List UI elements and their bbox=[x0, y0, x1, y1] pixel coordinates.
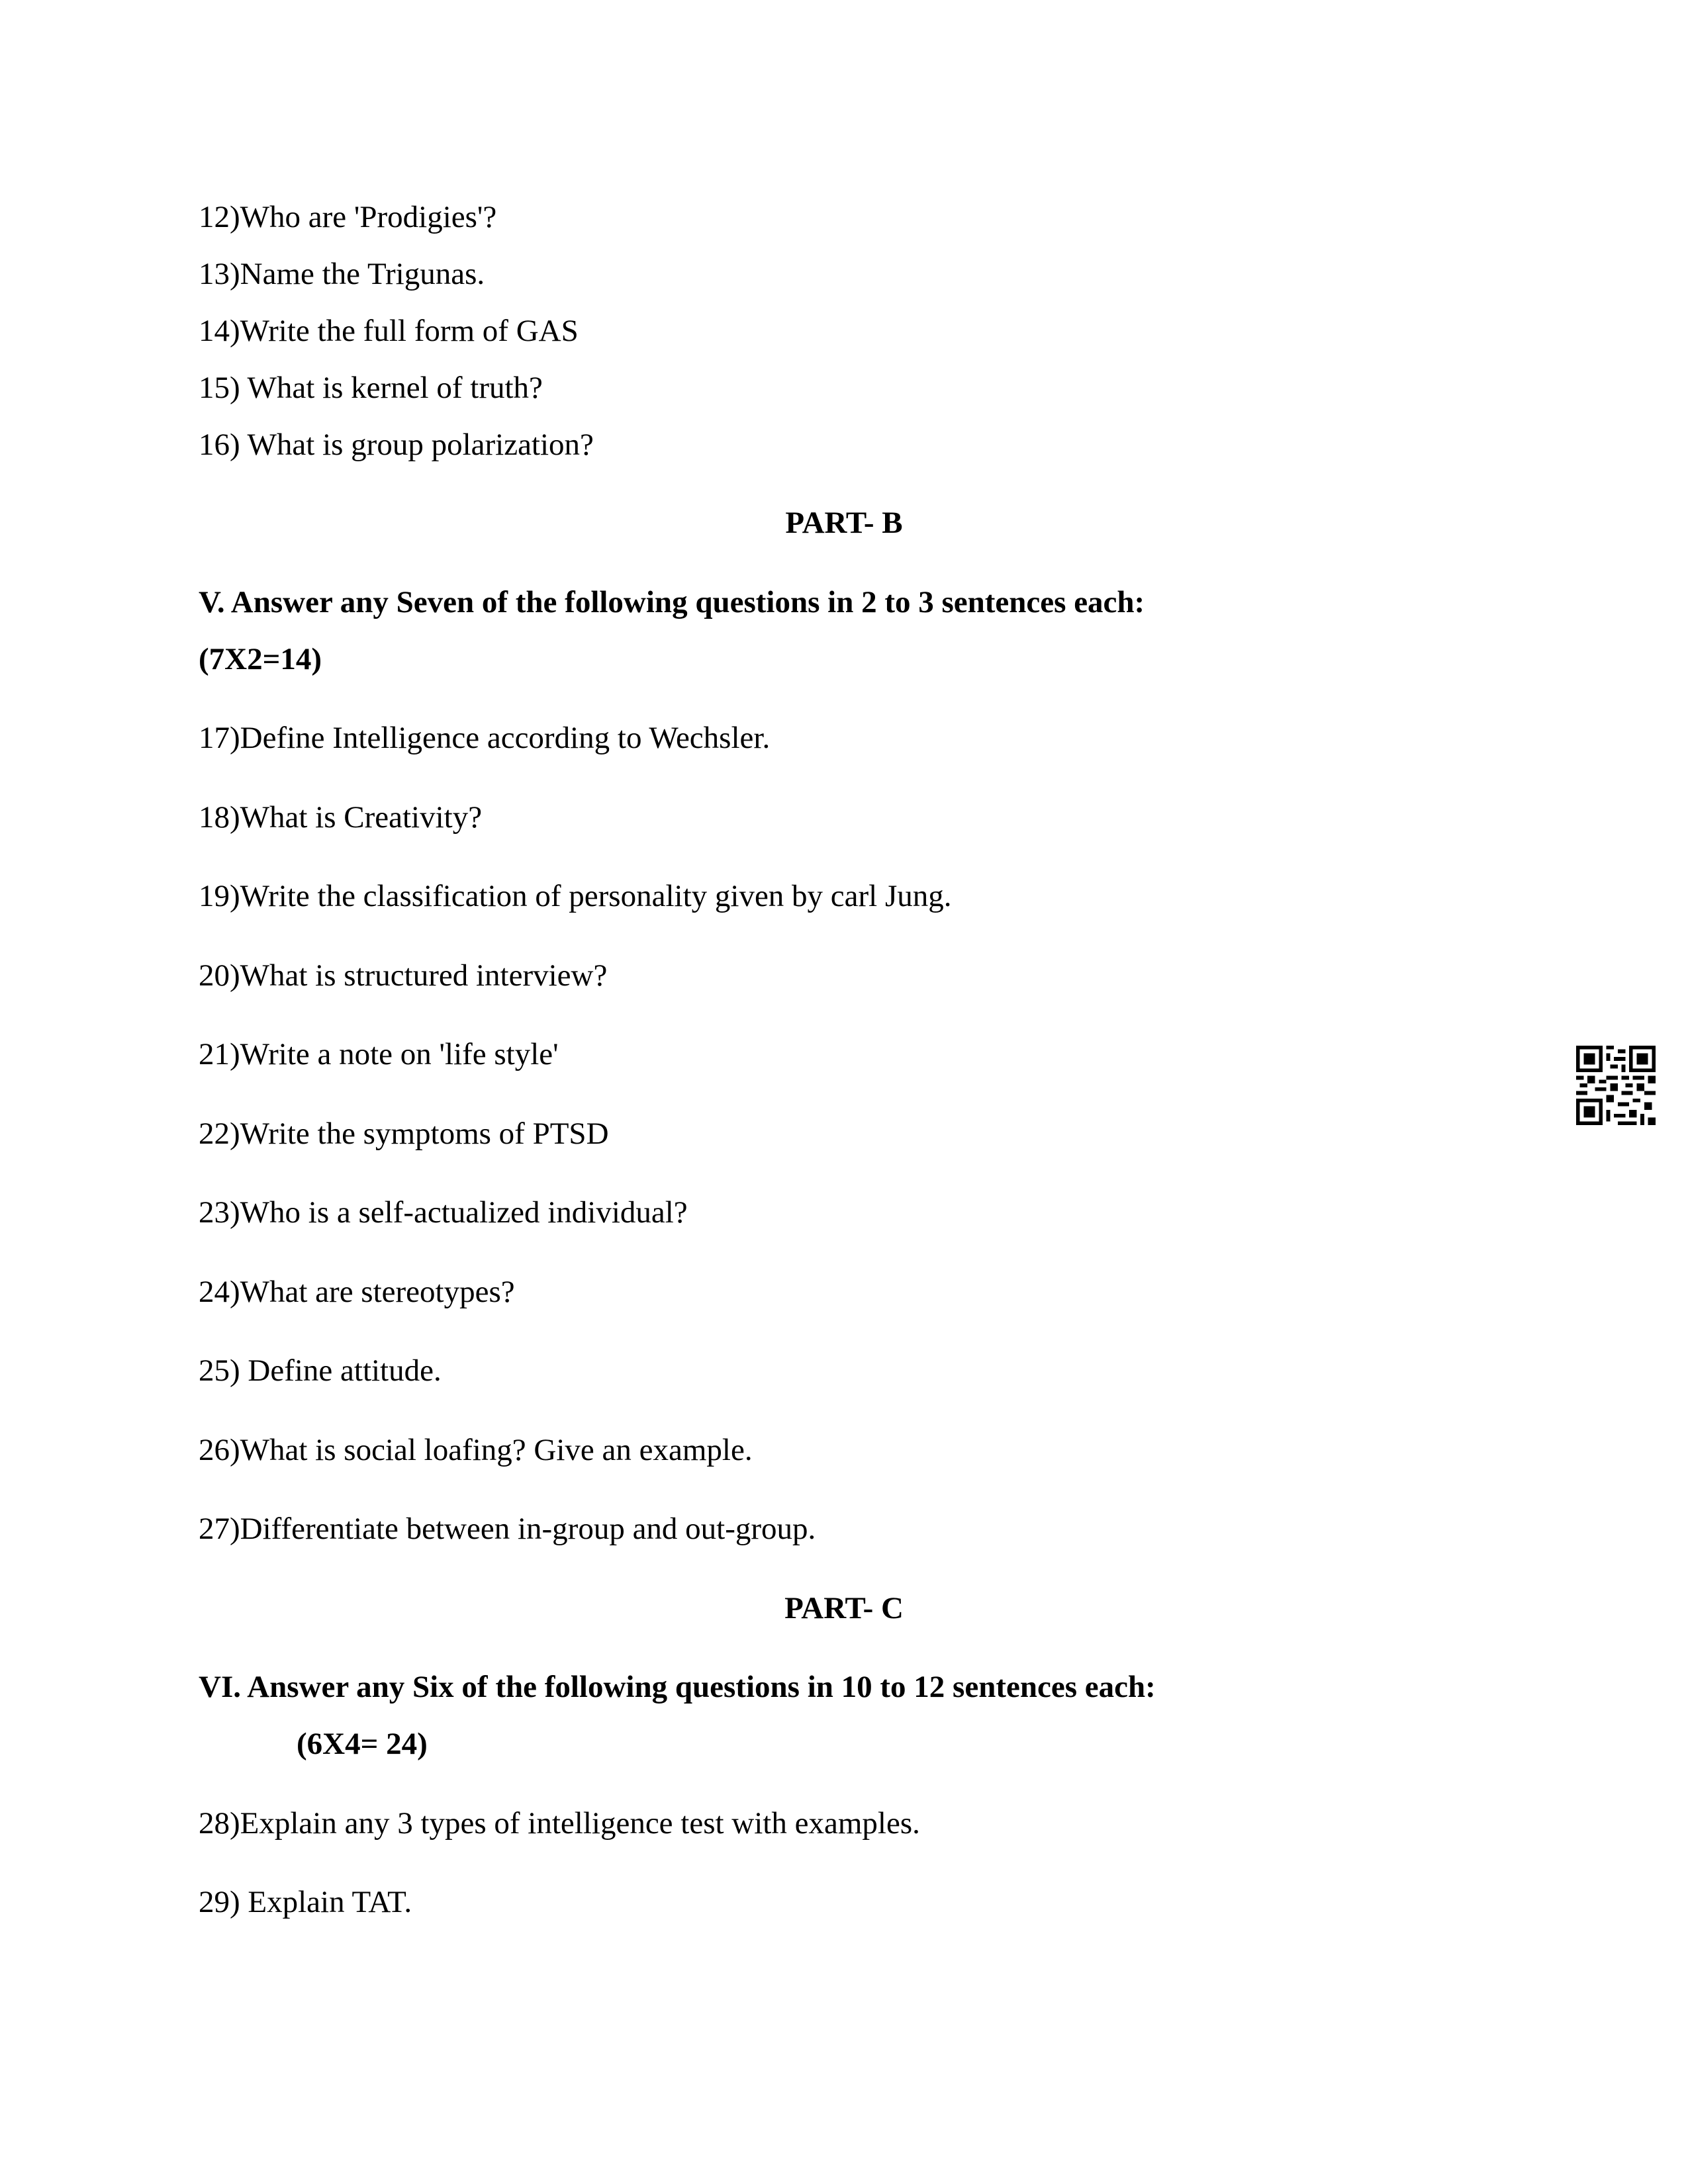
question-29: 29) Explain TAT. bbox=[199, 1885, 412, 1919]
question-14: 14)Write the full form of GAS bbox=[199, 314, 579, 348]
qr-code-icon bbox=[1576, 1046, 1656, 1125]
question-26: 26)What is social loafing? Give an example. bbox=[199, 1433, 753, 1467]
question-24: 24)What are stereotypes? bbox=[199, 1275, 515, 1309]
question-19: 19)Write the classification of personality given by carl Jung. bbox=[199, 879, 952, 913]
part-b-instruction: V. Answer any Seven of the following questions in 2 to 3 sentences each: bbox=[199, 585, 1145, 619]
part-b-marks: (7X2=14) bbox=[199, 642, 322, 676]
question-17: 17)Define Intelligence according to Wechsler. bbox=[199, 721, 771, 755]
question-20: 20)What is structured interview? bbox=[199, 958, 608, 993]
question-28: 28)Explain any 3 types of intelligence test with examples. bbox=[199, 1806, 920, 1841]
question-25: 25) Define attitude. bbox=[199, 1353, 442, 1388]
question-27: 27)Differentiate between in-group and out-group. bbox=[199, 1512, 816, 1546]
question-22: 22)Write the symptoms of PTSD bbox=[199, 1116, 609, 1151]
part-c-marks: (6X4= 24) bbox=[297, 1727, 428, 1761]
part-c-heading: PART- C bbox=[784, 1591, 904, 1625]
question-15: 15) What is kernel of truth? bbox=[199, 371, 543, 405]
part-c-instruction: VI. Answer any Six of the following questions in 10 to 12 sentences each: bbox=[199, 1670, 1156, 1704]
question-18: 18)What is Creativity? bbox=[199, 800, 483, 835]
question-21: 21)Write a note on 'life style' bbox=[199, 1037, 559, 1071]
question-12: 12)Who are 'Prodigies'? bbox=[199, 200, 497, 234]
part-b-heading: PART- B bbox=[785, 506, 903, 540]
question-23: 23)Who is a self-actualized individual? bbox=[199, 1195, 688, 1230]
question-13: 13)Name the Trigunas. bbox=[199, 257, 485, 291]
question-16: 16) What is group polarization? bbox=[199, 428, 594, 462]
